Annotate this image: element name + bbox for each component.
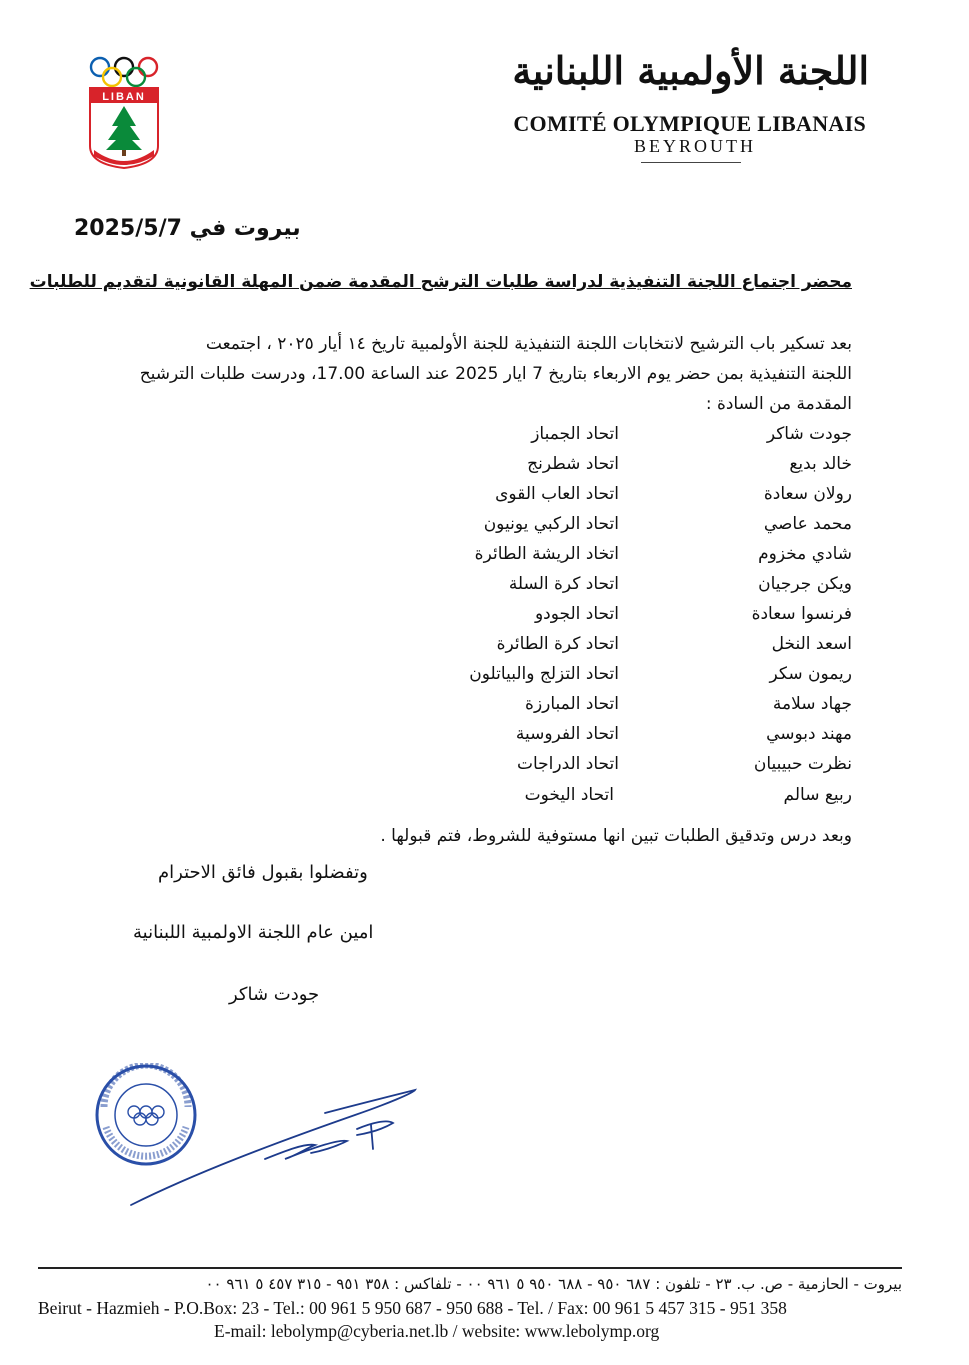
intro-line-2: اللجنة التنفيذية بمن حضر يوم الاربعاء بتاريخ 7 ايار 2025 عند الساعة 17.00، ودرست طلبات الترشيح	[139, 364, 852, 384]
candidate-row	[452, 544, 852, 574]
candidate-row	[452, 604, 852, 634]
letterhead-french-name: COMITÉ OLYMPIQUE LIBANAIS	[513, 111, 866, 136]
candidate-row	[452, 754, 852, 784]
footer-english-address: Beirut - Hazmieh - P.O.Box: 23 - Tel.: 00 961 5 950 687 - 950 688 - Tel. / Fax: 00 961 5 457 315 - 951 358	[38, 1298, 787, 1318]
candidate-name: ويكن جرجيان	[758, 574, 852, 594]
svg-text:LIBAN: LIBAN	[102, 91, 146, 103]
signatory-name: جودت شاكر	[229, 984, 320, 1005]
candidate-row	[452, 424, 852, 454]
candidate-row	[452, 454, 852, 484]
candidate-federation: اتحاد شطرنج	[527, 454, 619, 474]
candidate-federation: اتحاد كرة السلة	[508, 574, 619, 594]
letterhead-divider	[641, 162, 741, 163]
letterhead-city: BEYROUTH	[634, 136, 756, 156]
letterhead-arabic-name: اللجنة الأولمبية اللبنانية	[512, 48, 869, 93]
closing-line: وبعد درس وتدقيق الطلبات تبين انها مستوفية للشروط، فتم قبولها .	[380, 826, 852, 846]
candidate-federation: اتحاد كرة الطائرة	[496, 634, 619, 654]
footer-contact: E-mail: lebolymp@cyberia.net.lb / website: www.lebolymp.org	[214, 1321, 660, 1341]
footer-divider	[38, 1267, 902, 1269]
candidate-name: ربيع سالم	[783, 785, 852, 805]
candidate-federation: اتحاد الفروسية	[515, 724, 619, 744]
candidate-federation: اتحاد الركبي يونيون	[483, 514, 619, 534]
candidate-row	[452, 724, 852, 754]
candidate-name: شادي مخزوم	[758, 544, 852, 564]
intro-line-3: المقدمة من السادة :	[705, 394, 852, 414]
candidate-row	[452, 514, 852, 544]
candidate-row	[452, 484, 852, 514]
candidate-row	[452, 664, 852, 694]
document-title: محضر اجتماع اللجنة التنفيذية لدراسة طلبات الترشح المقدمة ضمن المهلة القانونية لتقديم للطلبات	[29, 272, 852, 292]
regards-line: وتفضلوا بقبول فائق الاحترام	[158, 862, 368, 883]
candidate-name: اسعد النخل	[771, 634, 852, 654]
candidate-name: جهاد سلامة	[772, 694, 852, 714]
candidate-federation: اتحاد الجمباز	[531, 424, 619, 444]
candidate-row	[452, 634, 852, 664]
candidate-federation: اتحاد اليخوت	[524, 785, 614, 805]
signatory-title: امين عام اللجنة الاولمبية اللبنانية	[133, 922, 374, 943]
document-date: بيروت في 2025/5/7	[74, 216, 301, 241]
candidate-name: جودت شاكر	[766, 424, 852, 444]
candidate-row	[452, 574, 852, 604]
candidate-name: نظرت حبيبيان	[753, 754, 852, 774]
candidate-name: خالد بديع	[789, 454, 852, 474]
candidate-federation: اتحاد التزلج والبياتلون	[469, 664, 619, 684]
candidate-name: فرنسوا سعادة	[751, 604, 852, 624]
handwritten-signature	[125, 1085, 425, 1210]
candidate-name: ريمون سكر	[769, 664, 852, 684]
candidate-federation: اتخاد الريشة الطائرة	[474, 544, 619, 564]
candidate-federation: اتحاد الجودو	[534, 604, 619, 624]
candidate-name: رولان سعادة	[763, 484, 852, 504]
candidate-name: محمد عاصي	[763, 514, 852, 534]
candidate-federation: اتحاد الدراجات	[516, 754, 619, 774]
candidate-row	[452, 694, 852, 724]
footer-arabic-address: بيروت - الحازمية - ص. ب. ٢٣ - تلفون : ٦٨٧ ٩٥٠ - ٦٨٨ ٩٥٠ ٥ ٩٦١ ٠٠ - تلفاكس : ٣٥٨ ٩٥١ - ٣١٥ ٤٥٧ ٥ ٩٦١ ٠٠	[205, 1275, 902, 1293]
candidate-federation: اتحاد العاب القوى	[495, 484, 619, 504]
candidate-federation: اتحاد المبارزة	[525, 694, 619, 714]
candidate-name: مهند دبوسي	[766, 724, 852, 744]
intro-line-1: بعد تسكير باب الترشيح لانتخابات اللجنة التنفيذية للجنة الأولمبية تاريخ ١٤ أيار ٢٠٢٥ ، اجتمعت	[205, 334, 852, 354]
candidate-row	[452, 785, 852, 815]
lebanon-olympic-logo	[86, 50, 162, 170]
